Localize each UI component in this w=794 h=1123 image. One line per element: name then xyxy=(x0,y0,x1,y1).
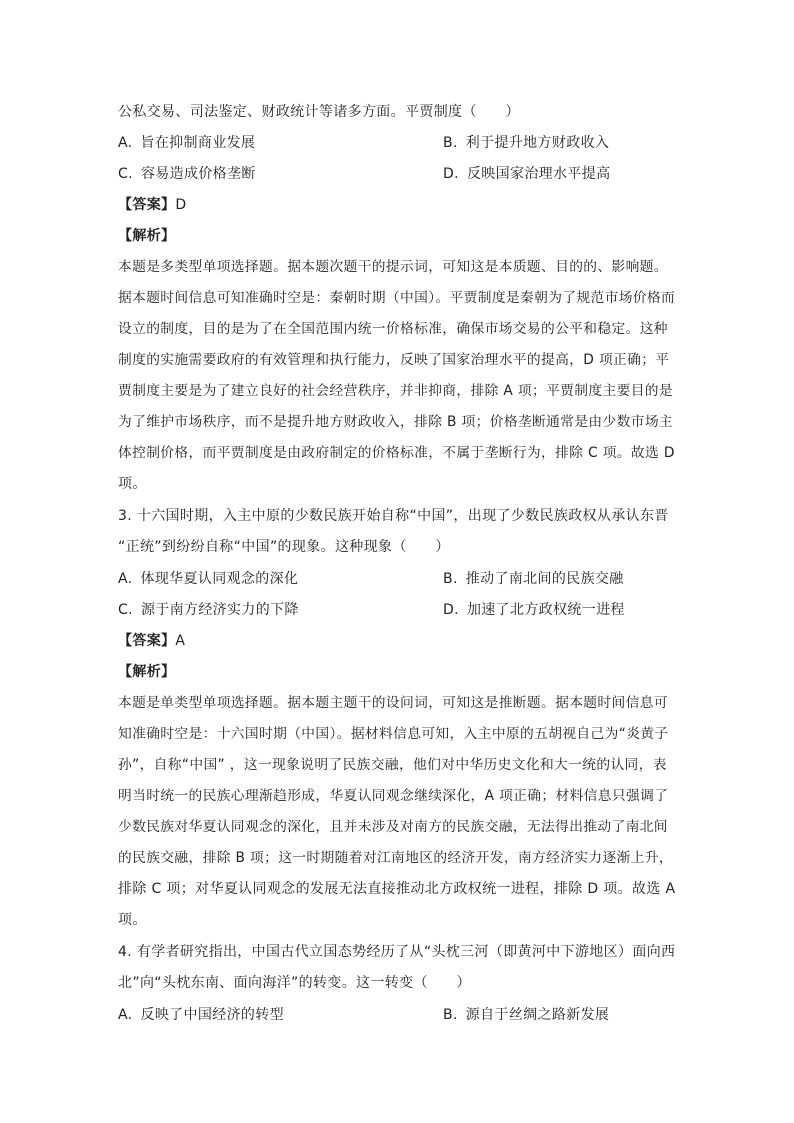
option-text: 源自于丝绸之路新发展 xyxy=(465,1007,610,1023)
q3-option-a xyxy=(118,569,298,589)
analysis-tag: 【解析】 xyxy=(118,664,176,680)
q4-stem-line: 4. 有学者研究指出，中国古代立国态势经历了从“头枕三河（即黄河中下游地区）面向西 xyxy=(118,944,676,960)
analysis-tag: 【解析】 xyxy=(118,228,176,244)
option-text: 反映了中国经济的转型 xyxy=(140,1007,284,1023)
answer-value: D xyxy=(175,197,187,213)
option-text: 加速了北方政权统一进程 xyxy=(466,602,625,618)
q2-analysis-line: 本题是多类型单项选择题。据本题次题干的提示词，可知这是本质题、目的的、影响题。 xyxy=(118,259,668,275)
q2-analysis-line: 为了维护市场秩序，而不是提升地方财政收入，排除 B 项；价格垄断通常是由少数市场主 xyxy=(118,414,674,430)
q2-analysis-line: 体控制价格，而平贾制度是由政府制定的价格标准，不属于垄断行为，排除 C 项。故选 D xyxy=(118,445,675,461)
q3-answer xyxy=(118,631,185,651)
answer-tag: 【答案】 xyxy=(118,197,176,213)
q3-option-c xyxy=(118,600,299,620)
q2-analysis-line: 贾制度主要是为了建立良好的社会经营秩序，并非抑商，排除 A 项；平贾制度主要目的是 xyxy=(118,383,674,399)
option-label: A. xyxy=(118,135,133,151)
q3-analysis-line: 排除 C 项；对华夏认同观念的发展无法直接推动北方政权统一进程，排除 D 项。故选 A xyxy=(118,881,676,897)
q3-analysis-line: 本题是单类型单项选择题。据本题主题干的设问词，可知这是推断题。据本题时间信息可 xyxy=(118,695,668,711)
option-text: 反映国家治理水平提高 xyxy=(466,166,611,182)
q2-analysis-line: 设立的制度，目的是为了在全国范围内统一价格标准，确保市场交易的公平和稳定。这种 xyxy=(118,321,668,337)
option-label: B. xyxy=(443,1007,458,1023)
q4-option-a xyxy=(118,1005,284,1025)
answer-value: A xyxy=(175,633,186,649)
option-text: 源于南方经济实力的下降 xyxy=(140,602,299,618)
q3-analysis-line: 孙”，自称“中国” ，这一现象说明了民族交融，他们对中华历史文化和大一统的认同，表 xyxy=(118,757,667,773)
q2-option-d xyxy=(443,164,610,184)
q3-analysis-line: 知准确时空是：十六国时期（中国）。据材料信息可知，入主中原的五胡视自己为“炎黄子 xyxy=(118,726,669,742)
option-label: D. xyxy=(443,166,459,182)
q3-analysis-line: 明当时统一的民族心理渐趋形成，华夏认同观念继续深化，A 项正确；材料信息只强调了 xyxy=(118,788,669,804)
q3-analysis-line: 项。 xyxy=(118,912,147,928)
option-label: D. xyxy=(443,602,459,618)
option-text: 推动了南北间的民族交融 xyxy=(465,571,624,587)
option-label: A. xyxy=(118,571,133,587)
q2-answer xyxy=(118,195,187,215)
q3-stem-line: “正统”到纷纷自称“中国”的现象。这种现象（ ） xyxy=(118,539,450,555)
option-label: B. xyxy=(443,135,458,151)
q2-option-c xyxy=(118,164,256,184)
q3-option-b xyxy=(443,569,624,589)
q3-stem-line: 3. 十六国时期，入主中原的少数民族开始自称“中国”，出现了少数民族政权从承认东晋 xyxy=(118,508,669,524)
option-text: 旨在抑制商业发展 xyxy=(140,135,256,151)
q2-analysis-line: 项。 xyxy=(118,476,147,492)
option-label: C. xyxy=(118,602,133,618)
q2-analysis-line: 据本题时间信息可知准确时空是：秦朝时期（中国）。平贾制度是秦朝为了规范市场价格而 xyxy=(118,290,676,306)
option-text: 利于提升地方财政收入 xyxy=(465,135,610,151)
q3-analysis-line: 少数民族对华夏认同观念的深化，且并未涉及对南方的民族交融，无法得出推动了南北间 xyxy=(118,819,668,835)
option-text: 容易造成价格垄断 xyxy=(140,166,256,182)
option-label: A. xyxy=(118,1007,133,1023)
q3-option-d xyxy=(443,600,625,620)
q3-analysis-heading xyxy=(118,662,175,682)
q2-analysis-heading xyxy=(118,226,175,246)
q2-analysis-line: 制度的实施需要政府的有效管理和执行能力，反映了国家治理水平的提高，D 项正确；平 xyxy=(118,352,670,368)
answer-tag: 【答案】 xyxy=(118,633,176,649)
q2-stem-tail: 公私交易、司法鉴定、财政统计等诸多方面。平贾制度（ ） xyxy=(118,104,520,120)
q2-option-b xyxy=(443,133,609,153)
q2-option-a xyxy=(118,133,255,153)
option-label: C. xyxy=(118,166,133,182)
q4-stem-line: 北”向“头枕东南、面向海洋”的转变。这一转变（ ） xyxy=(118,975,471,991)
option-label: B. xyxy=(443,571,458,587)
q4-option-b xyxy=(443,1005,609,1025)
option-text: 体现华夏认同观念的深化 xyxy=(140,571,299,587)
q3-analysis-line: 的民族交融，排除 B 项；这一时期随着对江南地区的经济开发，南方经济实力逐渐上升， xyxy=(118,850,674,866)
